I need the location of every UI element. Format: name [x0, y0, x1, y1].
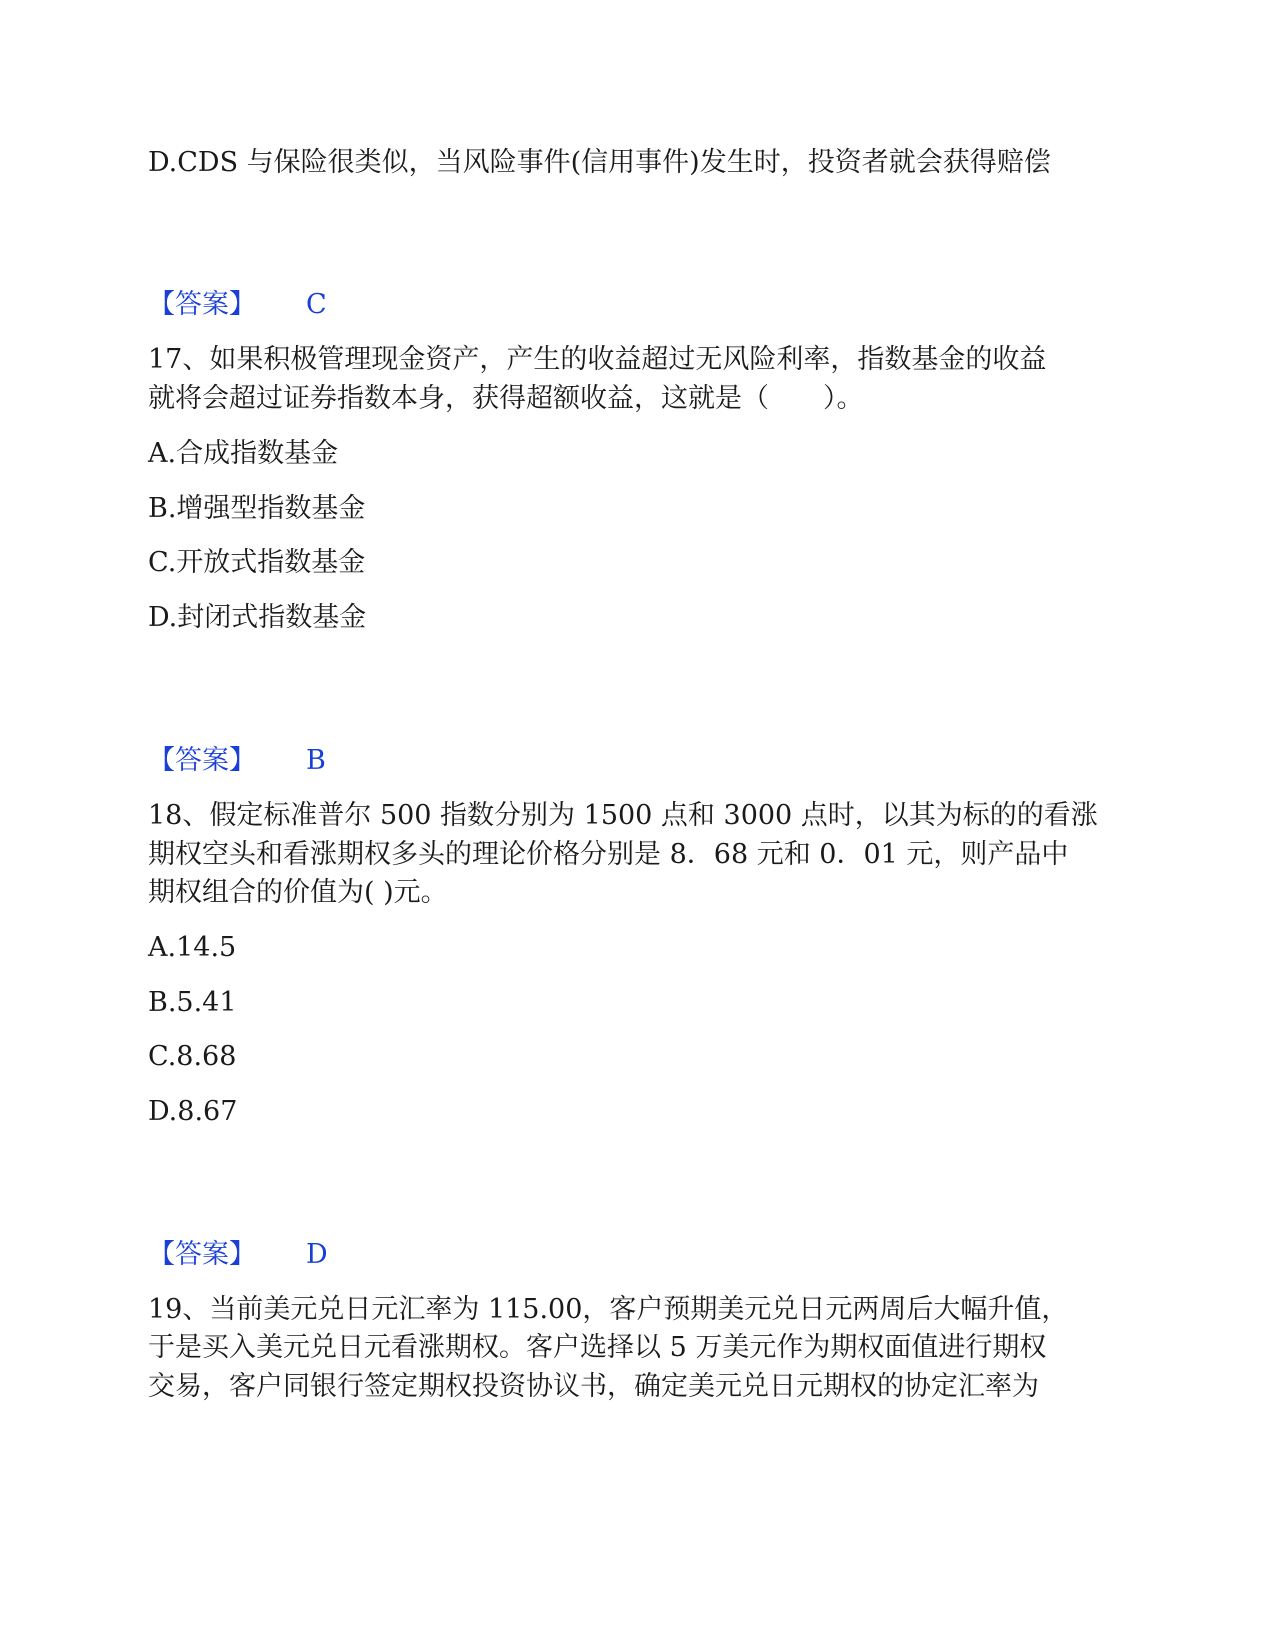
q19-stem-line3: 交易，客户同银行签定期权投资协议书，确定美元兑日元期权的协定汇率为 [148, 1371, 1039, 1402]
q18-option-d: D.8.67 [148, 1096, 238, 1127]
q19-stem-line1: 19、当前美元兑日元汇率为 115.00，客户预期美元兑日元两周后大幅升值， [148, 1294, 1069, 1325]
prev-answer-value: C [306, 289, 327, 320]
q18-answer-value: D [306, 1239, 328, 1270]
q18-stem-line1: 18、假定标准普尔 500 指数分别为 1500 点和 3000 点时，以其为标的的看涨 [148, 800, 1098, 831]
q18-option-b: B.5.41 [148, 987, 237, 1018]
prev-answer [148, 285, 327, 325]
q18-option-a: A.14.5 [148, 932, 237, 963]
q17-option-a: A.合成指数基金 [148, 438, 339, 469]
q17-stem-line2: 就将会超过证券指数本身，获得超额收益，这就是（ ）。 [148, 383, 864, 414]
q17-answer-value: B [306, 745, 326, 776]
q18-answer-label: 【答案】 [148, 1239, 256, 1270]
q17-stem-line1: 17、如果积极管理现金资产，产生的收益超过无风险利率，指数基金的收益 [148, 344, 1047, 375]
q17-option-d: D.封闭式指数基金 [148, 602, 367, 633]
q17-option-b: B.增强型指数基金 [148, 493, 366, 524]
q17-answer-label: 【答案】 [148, 745, 256, 776]
q18-option-c: C.8.68 [148, 1041, 237, 1072]
prev-answer-label: 【答案】 [148, 289, 256, 320]
q18-stem-line2: 期权空头和看涨期权多头的理论价格分别是 8．68 元和 0．01 元，则产品中 [148, 839, 1069, 870]
prev-option-d: D.CDS 与保险很类似，当风险事件(信用事件)发生时，投资者就会获得赔偿 [148, 147, 1051, 178]
q18-answer [148, 1235, 328, 1275]
q18-stem-line3: 期权组合的价值为( )元。 [148, 877, 448, 908]
q19-stem-line2: 于是买入美元兑日元看涨期权。客户选择以 5 万美元作为期权面值进行期权 [148, 1332, 1047, 1363]
q17-option-c: C.开放式指数基金 [148, 547, 366, 578]
q17-answer [148, 741, 326, 781]
